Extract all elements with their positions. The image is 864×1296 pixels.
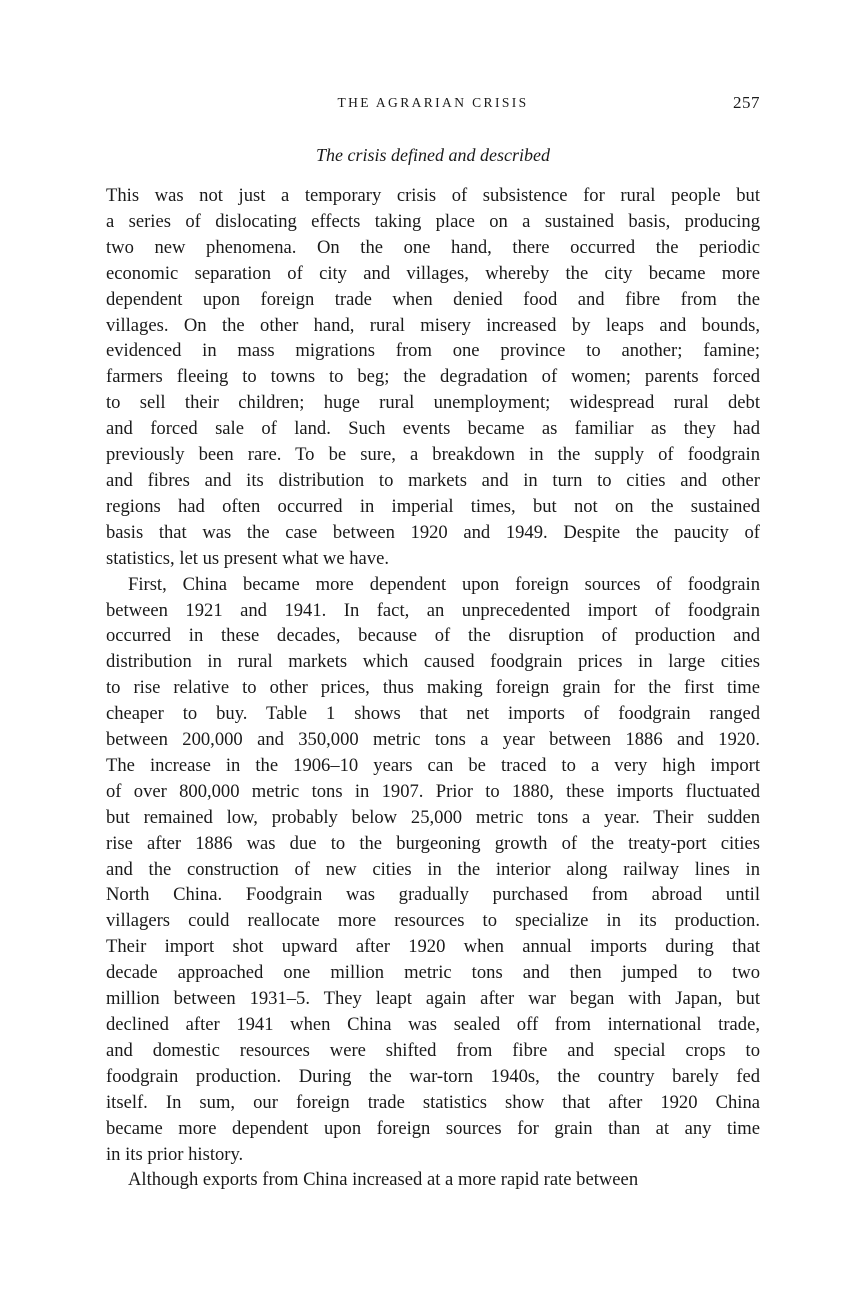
text-line: declined after 1941 when China was sealed off from international trade, [106, 1014, 760, 1035]
text-line: The increase in the 1906–10 years can be traced to a very high import [106, 754, 760, 776]
section-heading: The crisis defined and described [316, 145, 550, 165]
text-line: North China. Foodgrain was gradually purchased from abroad until [106, 884, 760, 906]
text-line: farmers fleeing to towns to beg; the degradation of women; parents forced [106, 366, 760, 388]
text-line: villages. On the other hand, rural misery increased by leaps and bounds, [106, 314, 760, 336]
text-line: occurred in these decades, because of the disruption of production and [106, 625, 760, 647]
text-line: itself. In sum, our foreign trade statistics show that after 1920 China [106, 1091, 760, 1113]
paragraph [106, 572, 760, 1168]
text-line: previously been rare. To be sure, a breakdown in the supply of foodgrain [106, 444, 760, 466]
text-line: rise after 1886 was due to the burgeoning growth of the treaty-port cities [106, 832, 760, 854]
paragraph [106, 183, 760, 572]
running-head [106, 93, 760, 117]
text-line: in its prior history. [106, 1143, 244, 1165]
text-line: a series of dislocating effects taking place on a sustained basis, producing [106, 210, 760, 232]
text-line: of over 800,000 metric tons in 1907. Prior to 1880, these imports fluctuated [106, 780, 760, 802]
text-line: evidenced in mass migrations from one province to another; famine; [106, 340, 760, 362]
text-line: between 1921 and 1941. In fact, an unprecedented import of foodgrain [106, 599, 760, 621]
text-line: and domestic resources were shifted from fibre and special crops to [106, 1039, 760, 1061]
text-line: cheaper to buy. Table 1 shows that net imports of foodgrain ranged [106, 703, 760, 725]
text-line: and fibres and its distribution to markets and in turn to cities and other [106, 469, 760, 491]
text-line: foodgrain production. During the war-torn 1940s, the country barely fed [106, 1065, 760, 1087]
text-line: two new phenomena. On the one hand, there occurred the periodic [106, 236, 760, 258]
text-line: regions had often occurred in imperial times, but not on the sustained [106, 495, 760, 517]
text-line: This was not just a temporary crisis of subsistence for rural people but [106, 185, 760, 206]
text-line: to sell their children; huge rural unemployment; widespread rural debt [106, 392, 760, 414]
text-line: and forced sale of land. Such events became as familiar as they had [106, 418, 760, 440]
body-text [106, 183, 760, 1193]
paragraph [106, 1167, 760, 1193]
text-line: and the construction of new cities in the interior along railway lines in [106, 858, 760, 880]
text-line: became more dependent upon foreign sources for grain than at any time [106, 1117, 760, 1139]
text-line: statistics, let us present what we have. [106, 547, 389, 569]
text-line: million between 1931–5. They leapt again after war began with Japan, but [106, 988, 760, 1010]
page-number: 257 [733, 93, 760, 112]
text-line: economic separation of city and villages, whereby the city became more [106, 262, 760, 284]
text-line: decade approached one million metric tons and then jumped to two [106, 962, 760, 984]
text-line: to rise relative to other prices, thus making foreign grain for the first time [106, 677, 760, 699]
text-line: Although exports from China increased at a more rapid rate between [128, 1169, 639, 1191]
text-line: between 200,000 and 350,000 metric tons a year between 1886 and 1920. [106, 729, 760, 751]
running-title: THE AGRARIAN CRISIS [337, 95, 529, 110]
text-line: Their import shot upward after 1920 when annual imports during that [106, 936, 760, 958]
text-line: First, China became more dependent upon foreign sources of foodgrain [128, 573, 760, 595]
text-line: distribution in rural markets which caused foodgrain prices in large cities [106, 651, 760, 673]
text-line: villagers could reallocate more resources to specialize in its production. [106, 910, 760, 932]
text-line: basis that was the case between 1920 and 1949. Despite the paucity of [106, 521, 760, 543]
text-line: dependent upon foreign trade when denied food and fibre from the [106, 288, 760, 310]
text-line: but remained low, probably below 25,000 metric tons a year. Their sudden [106, 806, 760, 828]
